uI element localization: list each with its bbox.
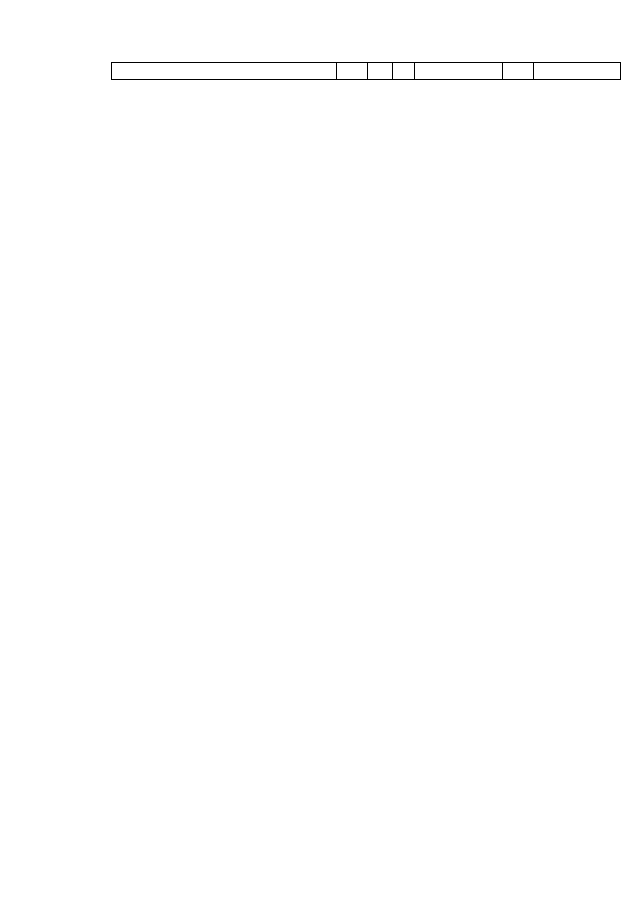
header-col-7 — [533, 63, 620, 79]
header-col-3 — [367, 63, 392, 79]
header-col-1 — [112, 63, 336, 79]
header-col-6 — [502, 63, 533, 79]
header-col-4 — [392, 63, 414, 79]
table-header — [111, 62, 621, 80]
header-col-5 — [414, 63, 502, 79]
header-col-2 — [336, 63, 367, 79]
